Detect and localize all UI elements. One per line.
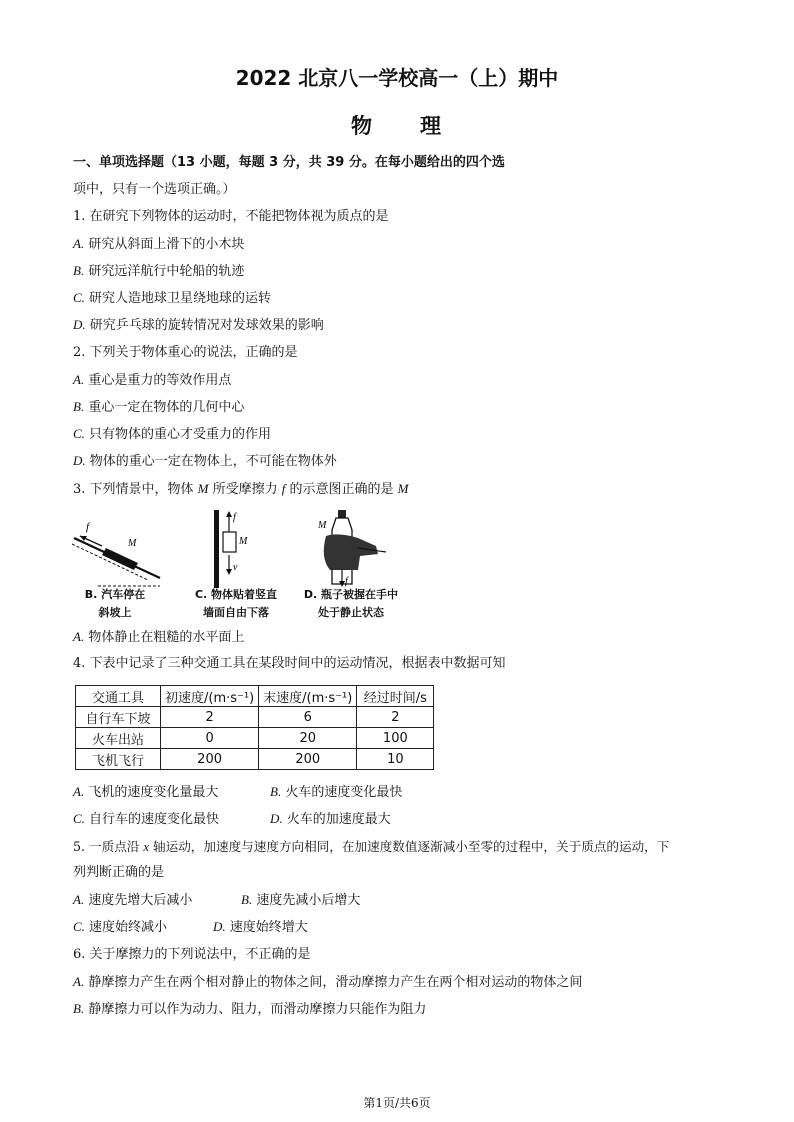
section-heading-cont: 项中，只有一个选项正确。） (73, 182, 236, 197)
option-text: 重心是重力的等效作用点 (84, 373, 232, 388)
option-text: 速度始终减小 (84, 920, 168, 935)
option-text: 重心一定在物体的几何中心 (84, 400, 245, 415)
car-on-slope-diagram (72, 521, 160, 586)
option-letter: D. (213, 919, 226, 934)
option-letter: A. (73, 236, 85, 251)
q5-options-row-2 (73, 918, 673, 936)
q4-option-a (73, 783, 218, 802)
table-cell: 100 (357, 728, 434, 749)
stem-text: 3. 下列情景中，物体 (73, 482, 198, 497)
caption-b-line1: B. 汽车停在 (84, 588, 146, 601)
option-letter: B. (241, 892, 253, 907)
question-3-stem (73, 480, 409, 499)
caption-b (80, 586, 150, 622)
option-text: 速度始终增大 (225, 920, 308, 935)
q4-option-b (270, 783, 402, 802)
option-letter: A. (73, 974, 85, 989)
q5-option-b (241, 891, 360, 910)
subject-title: 物 理 (351, 114, 443, 138)
option-letter: B. (270, 784, 282, 799)
q2-option-c (73, 425, 271, 444)
symbol-x: x (143, 840, 149, 854)
q4-option-c (73, 810, 219, 829)
q5-option-d (213, 918, 308, 937)
q2-option-b (73, 398, 244, 417)
option-letter: D. (73, 453, 86, 468)
column-header: 初速度/(m·s⁻¹) (161, 686, 259, 707)
question-4-stem: 4. 下表中记录了三种交通工具在某段时间中的运动情况，根据表中数据可知 (73, 656, 506, 671)
q1-option-d (73, 316, 324, 335)
option-text: 飞机的速度变化量最大 (84, 785, 219, 800)
option-letter: B. (73, 1001, 85, 1016)
option-text: 物体的重心一定在物体上，不可能在物体外 (85, 454, 337, 469)
option-text: 静摩擦力产生在两个相对静止的物体之间，滑动摩擦力产生在两个相对运动的物体之间 (84, 975, 583, 990)
q4-option-d (270, 810, 391, 829)
q5-option-a (73, 891, 192, 910)
q1-option-a (73, 235, 244, 254)
table-cell: 6 (259, 707, 357, 728)
option-text: 只有物体的重心才受重力的作用 (84, 427, 272, 442)
table-cell: 2 (161, 707, 259, 728)
table-cell: 飞机飞行 (76, 749, 161, 770)
column-header: 交通工具 (76, 686, 161, 707)
q6-option-a (73, 973, 582, 992)
q2-option-d (73, 452, 337, 471)
table-cell: 0 (161, 728, 259, 749)
option-text: 研究从斜面上滑下的小木块 (84, 237, 245, 252)
question-5-stem-cont: 列判断正确的是 (73, 865, 165, 880)
question-1-stem: 1. 在研究下列物体的运动时，不能把物体视为质点的是 (73, 209, 389, 224)
stem-text: 的示意图正确的是 (285, 482, 398, 497)
option-text: 物体静止在粗糙的水平面上 (84, 630, 245, 645)
table-row (76, 707, 434, 728)
table-cell: 2 (357, 707, 434, 728)
q6-option-b (73, 1000, 426, 1019)
label-v: v (233, 562, 238, 573)
block-on-wall-diagram (214, 510, 248, 588)
option-letter: C. (73, 811, 85, 826)
option-letter: C. (73, 919, 85, 934)
option-letter: D. (270, 811, 283, 826)
question-5-stem (73, 838, 669, 856)
caption-b-line2: 斜坡上 (98, 606, 132, 619)
table-header-row (76, 686, 434, 707)
table-cell: 20 (259, 728, 357, 749)
stem-text: 5. 一质点沿 (73, 839, 144, 854)
table-cell: 火车出站 (76, 728, 161, 749)
option-letter: B. (73, 399, 85, 414)
option-text: 自行车的速度变化最快 (84, 812, 220, 827)
question-2-stem: 2. 下列关于物体重心的说法，正确的是 (73, 345, 298, 360)
symbol-m: M (197, 481, 209, 496)
label-f: f (345, 576, 348, 587)
option-text: 火车的速度变化最快 (281, 785, 403, 800)
option-letter: A. (73, 784, 85, 799)
caption-d (296, 586, 406, 622)
option-letter: C. (73, 426, 85, 441)
option-text: 速度先减小后增大 (252, 893, 361, 908)
option-letter: B. (73, 263, 85, 278)
stem-text: 所受摩擦力 (208, 482, 282, 497)
q5-option-c (73, 918, 167, 937)
caption-c-line1: C. 物体贴着竖直 (194, 588, 278, 601)
exam-title: 2022 北京八一学校高一（上）期中 (235, 66, 559, 90)
option-text: 研究人造地球卫星绕地球的运转 (84, 291, 272, 306)
option-text: 静摩擦力可以作为动力、阻力，而滑动摩擦力只能作为阻力 (84, 1002, 427, 1017)
q3-option-a (73, 628, 244, 647)
label-m: M (239, 536, 248, 547)
vehicle-motion-table (75, 685, 434, 770)
symbol-f: f (281, 481, 286, 496)
option-letter: A. (73, 892, 85, 907)
caption-d-line1: D. 瓶子被握在手中 (303, 588, 399, 601)
q5-options-row-1 (73, 891, 673, 909)
option-text: 速度先增大后减小 (84, 893, 193, 908)
symbol-m: M (397, 481, 409, 496)
friction-diagrams (68, 508, 428, 588)
option-letter: A. (73, 372, 85, 387)
table-row (76, 728, 434, 749)
question-3-figure (68, 508, 428, 623)
table-row (76, 749, 434, 770)
bottle-in-hand-diagram (317, 510, 386, 587)
label-f: f (86, 521, 90, 533)
q4-options-row-1 (73, 783, 673, 801)
stem-text: 轴运动，加速度与速度方向相同，在加速度数值逐渐减小至零的过程中，关于质点的运动，下 (149, 839, 670, 854)
section-heading: 一、单项选择题（13 小题，每题 3 分，共 39 分。在每小题给出的四个选 (73, 155, 505, 170)
table-cell: 200 (259, 749, 357, 770)
caption-c (186, 586, 286, 622)
table-cell: 10 (357, 749, 434, 770)
caption-d-line2: 处于静止状态 (318, 606, 384, 619)
q1-option-b (73, 262, 244, 281)
table-cell: 自行车下坡 (76, 707, 161, 728)
caption-c-line2: 墙面自由下落 (203, 606, 269, 619)
option-text: 研究乒乓球的旋转情况对发球效果的影响 (85, 318, 324, 333)
question-6-stem: 6. 关于摩擦力的下列说法中，不正确的是 (73, 947, 311, 962)
label-m: M (318, 520, 327, 531)
table-cell: 200 (161, 749, 259, 770)
option-letter: C. (73, 290, 85, 305)
option-letter: D. (73, 317, 86, 332)
q1-option-c (73, 289, 271, 308)
column-header: 经过时间/s (357, 686, 434, 707)
option-text: 火车的加速度最大 (282, 812, 391, 827)
option-text: 研究远洋航行中轮船的轨迹 (84, 264, 245, 279)
column-header: 末速度/(m·s⁻¹) (259, 686, 357, 707)
q2-option-a (73, 371, 231, 390)
q4-options-row-2 (73, 810, 673, 828)
label-m: M (128, 538, 137, 549)
label-f: f (233, 512, 236, 523)
option-letter: A. (73, 629, 85, 644)
page-footer: 第1页/共6页 (363, 1096, 431, 1110)
